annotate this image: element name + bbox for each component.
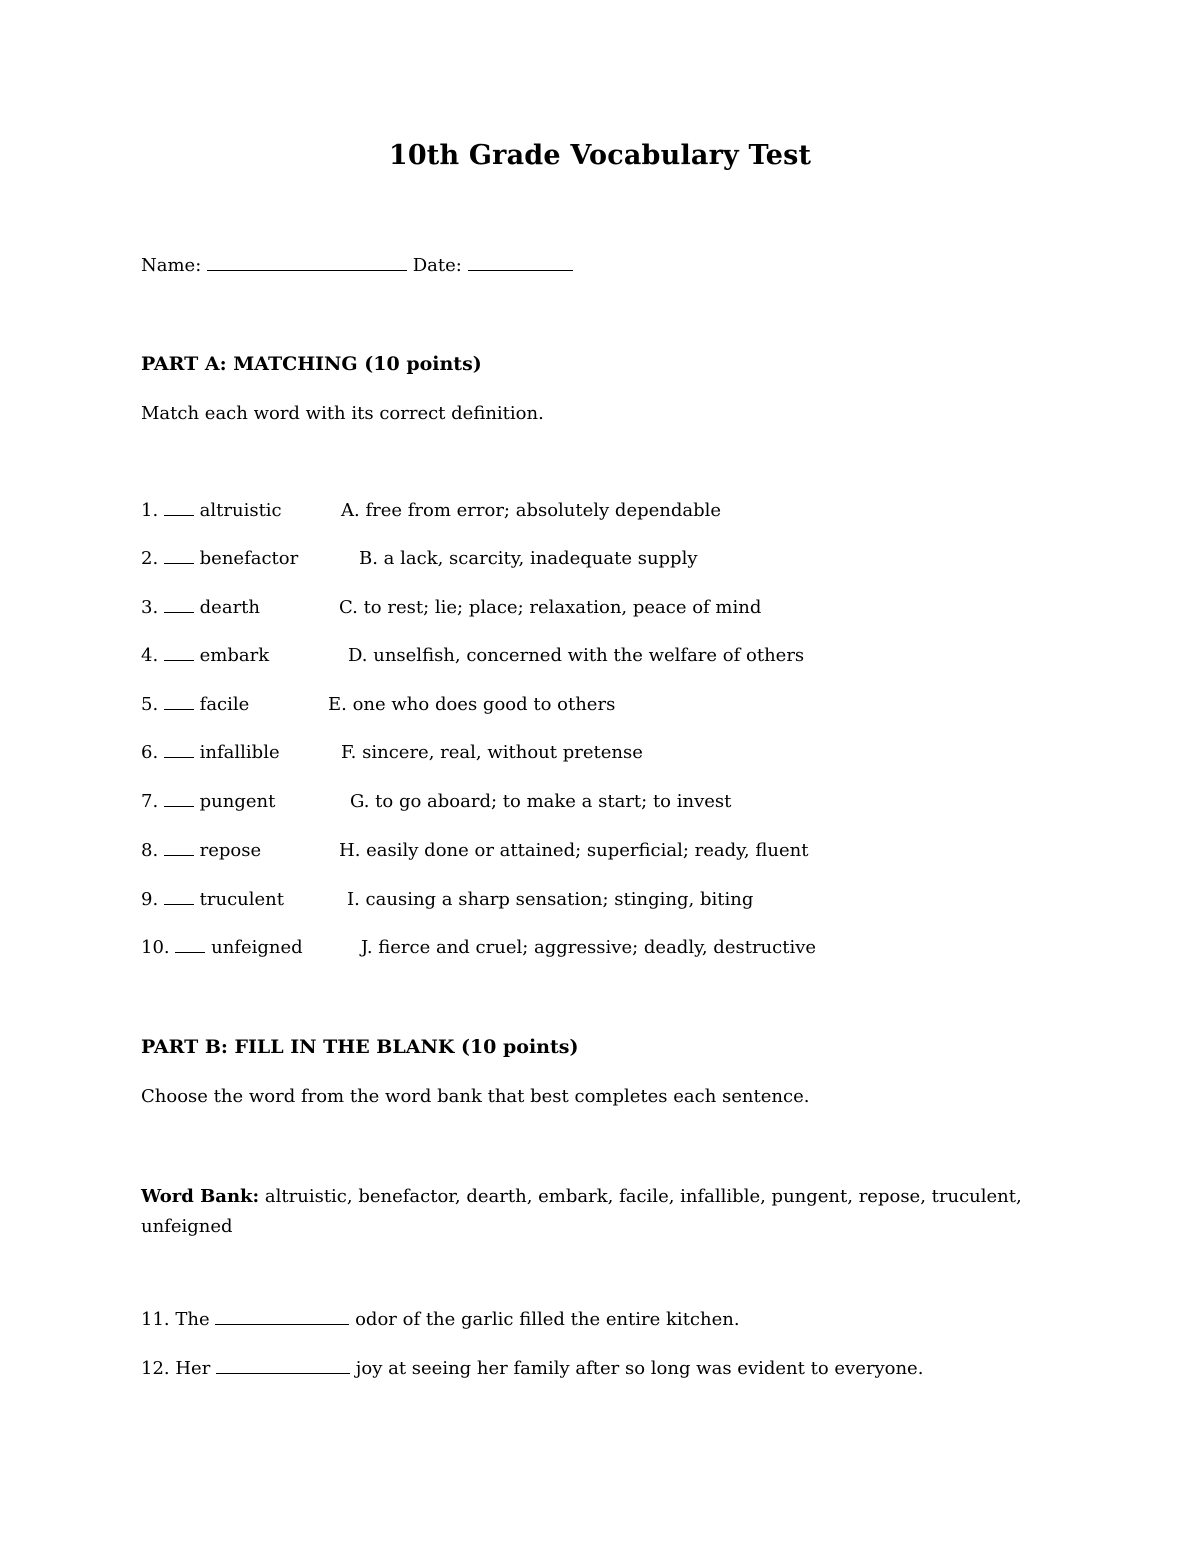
date-blank[interactable] <box>468 254 573 271</box>
item-number: 6. <box>141 742 159 763</box>
page-title: 10th Grade Vocabulary Test <box>388 140 812 171</box>
word-bank-label: Word Bank: <box>141 1186 260 1207</box>
word-bank <box>141 1182 1041 1242</box>
item-word: repose <box>199 840 262 861</box>
match-item <box>141 596 260 620</box>
item-word: benefactor <box>199 548 299 569</box>
fill-sentence <box>141 1308 740 1332</box>
part-a-instructions: Match each word with its correct definition. <box>141 403 544 424</box>
answer-blank[interactable] <box>164 547 194 564</box>
match-item <box>141 888 284 912</box>
match-item <box>141 839 261 863</box>
item-word: embark <box>199 645 270 666</box>
match-definition: B. a lack, scarcity, inadequate supply <box>359 548 698 569</box>
match-definition: A. free from error; absolutely dependable <box>341 500 722 521</box>
answer-blank[interactable] <box>164 596 194 613</box>
name-label: Name: <box>141 255 202 276</box>
item-number: 7. <box>141 791 159 812</box>
match-definition: H. easily done or attained; superficial; ready, fluent <box>339 840 809 861</box>
answer-blank[interactable] <box>164 741 194 758</box>
match-item <box>141 499 282 523</box>
name-blank[interactable] <box>207 254 407 271</box>
match-definition: E. one who does good to others <box>328 694 616 715</box>
item-number: 2. <box>141 548 159 569</box>
match-definition: F. sincere, real, without pretense <box>341 742 643 763</box>
item-word: altruistic <box>199 500 282 521</box>
item-number: 5. <box>141 694 159 715</box>
match-item <box>141 693 249 717</box>
item-number: 8. <box>141 840 159 861</box>
part-a-heading: PART A: MATCHING (10 points) <box>141 353 482 375</box>
item-word: dearth <box>199 597 260 618</box>
item-word: truculent <box>199 889 284 910</box>
match-item <box>141 741 280 765</box>
item-word: facile <box>199 694 250 715</box>
answer-blank[interactable] <box>164 499 194 516</box>
word-bank-words: altruistic, benefactor, dearth, embark, facile, infallible, pungent, repose, truculent, unfeigned <box>141 1186 1022 1237</box>
name-date-line <box>141 254 573 278</box>
answer-blank[interactable] <box>215 1308 349 1325</box>
sentence-prefix: 12. Her <box>141 1358 211 1379</box>
match-definition: C. to rest; lie; place; relaxation, peace of mind <box>339 597 762 618</box>
answer-blank[interactable] <box>164 888 194 905</box>
answer-blank[interactable] <box>164 693 194 710</box>
answer-blank[interactable] <box>164 839 194 856</box>
match-definition: J. fierce and cruel; aggressive; deadly, destructive <box>361 937 817 958</box>
item-number: 1. <box>141 500 159 521</box>
match-item <box>141 936 303 960</box>
date-label: Date: <box>412 255 462 276</box>
item-word: pungent <box>199 791 276 812</box>
sentence-suffix: joy at seeing her family after so long was evident to everyone. <box>355 1358 924 1379</box>
part-b-instructions: Choose the word from the word bank that best completes each sentence. <box>141 1086 810 1107</box>
part-b-heading: PART B: FILL IN THE BLANK (10 points) <box>141 1036 579 1058</box>
match-definition: D. unselfish, concerned with the welfare of others <box>348 645 805 666</box>
match-item <box>141 547 298 571</box>
answer-blank[interactable] <box>164 644 194 661</box>
item-number: 3. <box>141 597 159 618</box>
sentence-suffix: odor of the garlic filled the entire kitchen. <box>355 1309 740 1330</box>
item-word: unfeigned <box>211 937 303 958</box>
item-number: 4. <box>141 645 159 666</box>
match-item <box>141 644 269 668</box>
match-item <box>141 790 275 814</box>
item-number: 9. <box>141 889 159 910</box>
match-definition: I. causing a sharp sensation; stinging, biting <box>347 889 754 910</box>
answer-blank[interactable] <box>216 1357 350 1374</box>
answer-blank[interactable] <box>164 790 194 807</box>
answer-blank[interactable] <box>175 936 205 953</box>
match-definition: G. to go aboard; to make a start; to invest <box>350 791 732 812</box>
fill-sentence <box>141 1357 923 1381</box>
item-word: infallible <box>199 742 280 763</box>
item-number: 10. <box>141 937 170 958</box>
sentence-prefix: 11. The <box>141 1309 210 1330</box>
